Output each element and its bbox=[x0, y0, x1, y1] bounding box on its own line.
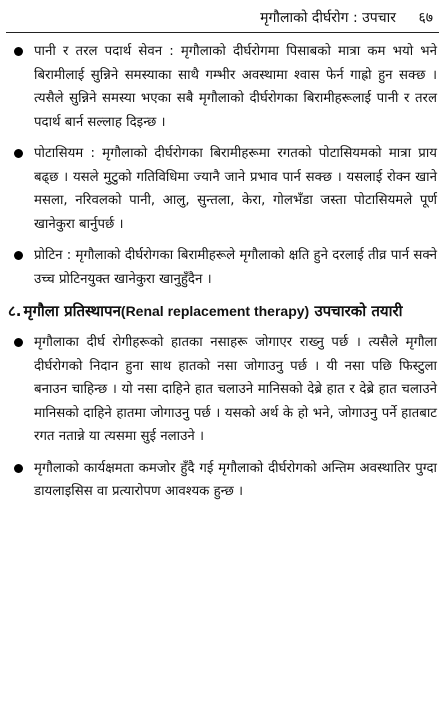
header-rule bbox=[6, 32, 439, 33]
section-number: ८. bbox=[8, 302, 22, 320]
bullet-text: मृगौलाका दीर्घ रोगीहरूको हातका नसाहरू जोगाएर राख्नु पर्छ । त्यसैले मृगौला दीर्घरोगको निदान हुना साथ हातको नसा जोगाउनु पर्छ । यी नसा पछि फिस्टुला बनाउन चाहिन्छ । यो नसा दाहिने हात चलाउने मानिसको देब्रे हात र देब्रे हात चलाउने मानिसको दाहिने हातमा जोगाउनु पर्छ । यसको अर्थ के हो भने, जोगाउनु पर्ने हातबाट रगत नतान्ने या त्यसमा सुई नलाउने । bbox=[34, 335, 437, 444]
bullet-item-potassium bbox=[8, 142, 437, 236]
bullet-text: पानी र तरल पदार्थ सेवन : मृगौलाको दीर्घरोगमा पिसाबको मात्रा कम भयो भने बिरामीलाई सुन्निने समस्याका साथै गम्भीर अवस्थामा श्वास फेर्न गाह्रो हुन सक्छ । त्यसैले सुन्निने समस्या भएका सबै मृगौलाको दीर्घरोगका बिरामीहरूलाई पानी र तरल पदार्थ बार्न सल्लाह दिइन्छ । bbox=[34, 44, 437, 130]
header-title: मृगौलाको दीर्घरोग : उपचार bbox=[260, 10, 396, 26]
section-title-tail: उपचारको तयारी bbox=[314, 302, 403, 320]
section-title-np: मृगौला प्रतिस्थापन bbox=[23, 302, 121, 320]
bullet-text: मृगौलाको कार्यक्षमता कमजोर हुँदै गई मृगौलाको दीर्घरोगको अन्तिम अवस्थातिर पुग्दा डायलाइसिस वा प्रत्यारोपण आवश्यक हुन्छ । bbox=[34, 460, 437, 499]
page-number: ६७ bbox=[418, 10, 433, 26]
bullet-item-dialysis bbox=[8, 457, 437, 504]
bullet-text: प्रोटिन : मृगौलाको दीर्घरोगका बिरामीहरूले मृगौलाको क्षति हुने दरलाई तीव्र पार्न सक्ने उच्च प्रोटिनयुक्त खानेकुरा खानुहुँदैन । bbox=[34, 248, 437, 287]
bullet-dot-icon bbox=[14, 47, 23, 56]
page-body bbox=[8, 40, 437, 512]
bullet-dot-icon bbox=[14, 464, 23, 473]
bullet-item-fluid bbox=[8, 40, 437, 134]
bullet-item-protein bbox=[8, 244, 437, 291]
bullet-item-vein-protection bbox=[8, 331, 437, 449]
bullet-dot-icon bbox=[14, 251, 23, 260]
bullet-text: पोटासियम : मृगौलाको दीर्घरोगका बिरामीहरूमा रगतको पोटासियमको मात्रा प्राय बढ्छ । यसले मुटुको गतिविधिमा ज्यानै जाने प्रभाव पार्न सक्छ । यसलाई रोक्न खाने मसला, नरिवलको पानी, आलु, सुन्तला, केरा, गोलभँडा जस्ता पोटासियमले पूर्ण खानेकुरा बार्नुपर्छ । bbox=[34, 146, 437, 232]
running-header bbox=[0, 6, 433, 30]
bullet-dot-icon bbox=[14, 149, 23, 158]
section-heading bbox=[8, 299, 437, 323]
bullet-dot-icon bbox=[14, 338, 23, 347]
section-title-en: (Renal replacement therapy) bbox=[120, 303, 310, 319]
